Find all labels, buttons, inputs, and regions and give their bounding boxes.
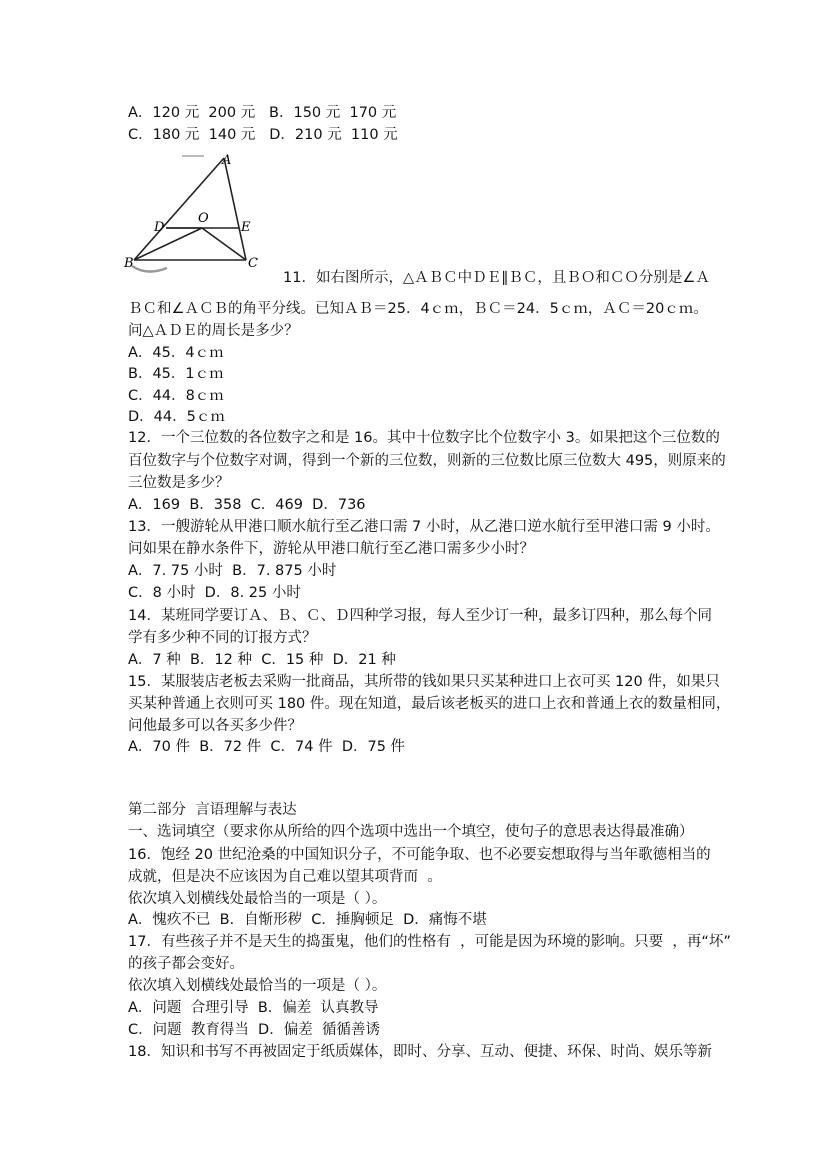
text-line: 15．某服装店老板去采购一批商品，其所带的钱如果只买某种进口上衣可买 120 件，如果只 (128, 674, 720, 690)
text-line: 16．饱经 20 世纪沧桑的中国知识分子，不可能争取、也不必要妄想取得与当年歌德相当的 (128, 847, 711, 863)
figure-label-D: D (154, 220, 165, 235)
text-line: 问他最多可以各买多少件？ (128, 718, 302, 734)
text-line: 一、选词填空（要求你从所给的四个选项中选出一个填空，使句子的意思表达得最准确） (128, 824, 694, 840)
text-line: 12．一个三位数的各位数字之和是 16。其中十位数字比个位数字小 3。如果把这个三位数的 (128, 430, 720, 446)
text-line: 的孩子都会变好。 (128, 956, 244, 972)
text-line: 18．知识和书写不再被固定于纸质媒体，即时、分享、互动、便捷、环保、时尚、娱乐等新 (128, 1044, 712, 1060)
text-line: A．7 种 B．12 种 C．15 种 D．21 种 (128, 652, 396, 668)
figure-label-O: O (198, 211, 209, 226)
figure-label-A: A (222, 153, 232, 168)
text-line: A．120 元 200 元 B．150 元 170 元 (128, 105, 397, 121)
text-line: A．45．4ｃｍ (128, 345, 224, 361)
figure-line-AC (224, 158, 246, 260)
text-line: 依次填入划横线处最恰当的一项是（ ）。 (128, 891, 387, 907)
figure-scan-artifact (132, 266, 167, 272)
text-line: 百位数字与个位数字对调，得到一个新的三位数，则新的三位数比原三位数大 495，则原来的 (128, 453, 726, 469)
figure-label-C: C (248, 256, 258, 271)
text-line: 问△ＡＤＥ的周长是多少？ (128, 323, 299, 339)
figure-line-AB (134, 158, 224, 260)
text-line: A．70 件 B．72 件 C．74 件 D．75 件 (128, 739, 406, 755)
text-line: 11．如右图所示，△ＡＢＣ中ＤＥ∥ＢＣ，且ＢＯ和ＣＯ分别是∠Ａ (283, 270, 710, 286)
text-line: C．180 元 140 元 D．210 元 110 元 (128, 127, 398, 143)
text-line: 14．某班同学要订Ａ、Ｂ、Ｃ、Ｄ四种学习报，每人至少订一种，最多订四种，那么每个同 (128, 608, 712, 624)
text-line: C．44．8ｃｍ (128, 388, 224, 404)
text-line: 成就，但是决不应该因为自己难以望其项背而 。 (128, 869, 442, 885)
figure-label-E: E (241, 220, 251, 235)
text-line: 三位数是多少？ (128, 475, 230, 491)
figure-label-B: B (124, 256, 134, 271)
text-line: A．169 B．358 C．469 D．736 (128, 497, 366, 513)
text-line: 依次填入划横线处最恰当的一项是（ ）。 (128, 978, 387, 994)
text-line: A．问题 合理引导 B．偏差 认真教导 (128, 1000, 379, 1016)
text-line: D．44．5ｃｍ (128, 409, 225, 425)
figure-line-BO (134, 228, 202, 260)
text-line: 学有多少种不同的订报方式？ (128, 630, 317, 646)
triangle-figure (122, 150, 272, 275)
text-line: 问如果在静水条件下，游轮从甲港口航行至乙港口需多少小时？ (128, 541, 534, 557)
text-line: ＢＣ和∠ＡＣＢ的角平分线。已知ＡＢ＝25．4ｃｍ，ＢＣ＝24．5ｃｍ，ＡＣ＝20ｃｍ。 (128, 301, 708, 317)
text-line: B．45．1ｃｍ (128, 366, 224, 382)
text-line: C．8 小时 D．8. 25 小时 (128, 585, 301, 601)
text-line: A．7. 75 小时 B．7. 875 小时 (128, 563, 337, 579)
text-line: 17．有些孩子并不是天生的捣蛋鬼，他们的性格有 ，可能是因为环境的影响。只要 ，再“坏” (128, 934, 731, 950)
text-line: 13．一艘游轮从甲港口顺水航行至乙港口需 7 小时，从乙港口逆水航行至甲港口需 9 小时。 (128, 519, 720, 535)
text-line: C．问题 教育得当 D．偏差 循循善诱 (128, 1022, 380, 1038)
section-heading: 第二部分 言语理解与表达 (128, 802, 297, 818)
text-line: A．愧疚不已 B．自惭形秽 C．捶胸顿足 D．痛悔不堪 (128, 912, 487, 928)
text-line: 买某种普通上衣则可买 180 件。现在知道，最后该老板买的进口上衣和普通上衣的数量相同， (128, 696, 731, 712)
